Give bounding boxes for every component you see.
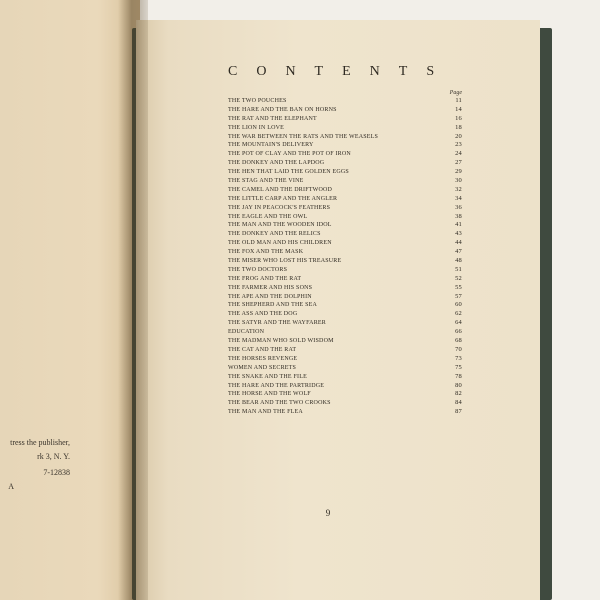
toc-entry-title: THE HORSES REVENGE <box>228 355 298 362</box>
toc-entry-title: THE DONKEY AND THE RELICS <box>228 231 321 238</box>
toc-entry <box>228 301 464 310</box>
toc-entry <box>228 141 464 150</box>
toc-entry-page: 87 <box>455 408 462 416</box>
toc-entry-page: 73 <box>455 354 462 362</box>
toc-entry <box>228 195 464 204</box>
toc-entry <box>228 257 464 266</box>
toc-entry <box>228 177 464 186</box>
toc-entry <box>228 408 464 417</box>
toc-entry-page: 62 <box>455 310 462 318</box>
toc-entry <box>228 266 464 275</box>
toc-entry-page: 68 <box>455 337 462 345</box>
toc-entry-title: THE LION IN LOVE <box>228 124 285 131</box>
toc-entry-title: THE MAN AND THE WOODEN IDOL <box>228 222 332 229</box>
toc-entry-page: 55 <box>455 283 462 291</box>
toc-entry-page: 48 <box>455 257 462 265</box>
toc-entry-title: THE SATYR AND THE WAYFARER <box>228 320 326 327</box>
toc-entry-title: THE MISER WHO LOST HIS TREASURE <box>228 258 342 265</box>
toc-entry <box>228 310 464 319</box>
toc-entry-title: THE FOX AND THE MASK <box>228 249 304 256</box>
toc-entry-page: 38 <box>455 212 462 220</box>
toc-entry-title: THE FROG AND THE RAT <box>228 275 302 282</box>
toc-entry-page: 29 <box>455 168 462 176</box>
table-of-contents <box>228 97 464 417</box>
toc-entry-page: 11 <box>455 97 462 104</box>
toc-entry-title: THE APE AND THE DOLPHIN <box>228 293 312 300</box>
toc-entry <box>228 106 464 115</box>
toc-entry-page: 23 <box>455 141 462 149</box>
toc-entry-title: THE DONKEY AND THE LAPDOG <box>228 160 325 167</box>
toc-entry <box>228 382 464 391</box>
toc-entry-page: 78 <box>455 372 462 380</box>
toc-entry-title: THE STAG AND THE VINE <box>228 178 304 185</box>
toc-entry <box>228 150 464 159</box>
toc-entry-title: THE CAMEL AND THE DRIFTWOOD <box>228 186 333 193</box>
toc-entry <box>228 346 464 355</box>
toc-entry-title: THE MAN AND THE FLEA <box>228 409 303 416</box>
toc-entry <box>228 168 464 177</box>
left-page-line: 7-12838 <box>43 468 70 477</box>
toc-entry-page: 57 <box>455 292 462 300</box>
toc-entry-title: THE POT OF CLAY AND THE POT OF IRON <box>228 151 351 158</box>
toc-entry <box>228 399 464 408</box>
contents-title: CONTENTS <box>228 64 454 79</box>
toc-entry-page: 80 <box>455 381 462 389</box>
toc-entry <box>228 275 464 284</box>
toc-entry <box>228 284 464 293</box>
toc-entry-page: 30 <box>455 177 462 185</box>
toc-entry <box>228 97 464 106</box>
toc-entry-page: 44 <box>455 239 462 247</box>
toc-entry <box>228 328 464 337</box>
toc-entry-page: 66 <box>455 328 462 336</box>
toc-entry-page: 27 <box>455 159 462 167</box>
toc-entry-title: THE SNAKE AND THE FILE <box>228 373 307 380</box>
toc-entry-page: 84 <box>455 399 462 407</box>
left-page-line: tress the publisher, <box>10 438 70 447</box>
toc-entry-title: THE HARE AND THE BAN ON HORNS <box>228 106 337 113</box>
toc-entry <box>228 159 464 168</box>
toc-entry-title: THE FARMER AND HIS SONS <box>228 284 313 291</box>
toc-entry-page: 70 <box>455 345 462 353</box>
toc-entry-page: 20 <box>455 132 462 140</box>
toc-entry-title: EDUCATION <box>228 329 265 336</box>
toc-entry-page: 14 <box>455 105 462 113</box>
toc-entry-title: THE TWO POUCHES <box>228 98 287 104</box>
toc-entry-page: 82 <box>455 390 462 398</box>
toc-entry-page: 24 <box>455 150 462 158</box>
toc-entry <box>228 124 464 133</box>
toc-entry-title: THE WAR BETWEEN THE RATS AND THE WEASELS <box>228 133 379 140</box>
toc-entry <box>228 337 464 346</box>
toc-entry <box>228 248 464 257</box>
left-page-line: A <box>8 482 14 491</box>
page-number: 9 <box>325 508 331 518</box>
toc-entry <box>228 355 464 364</box>
toc-entry <box>228 186 464 195</box>
toc-entry-title: THE MADMAN WHO SOLD WISDOM <box>228 338 334 345</box>
toc-entry <box>228 239 464 248</box>
toc-entry-page: 51 <box>455 265 462 273</box>
toc-entry-title: THE JAY IN PEACOCK'S FEATHERS <box>228 204 331 211</box>
toc-entry-page: 16 <box>455 114 462 122</box>
toc-entry <box>228 230 464 239</box>
toc-entry-page: 36 <box>455 203 462 211</box>
toc-entry-title: THE CAT AND THE RAT <box>228 346 297 353</box>
toc-entry-title: THE EAGLE AND THE OWL <box>228 213 308 220</box>
toc-entry-title: THE ASS AND THE DOG <box>228 311 298 318</box>
toc-entry-title: THE MOUNTAIN'S DELIVERY <box>228 142 314 149</box>
gutter-shadow <box>118 0 148 600</box>
toc-entry <box>228 390 464 399</box>
page-column-heading: Page <box>449 90 462 96</box>
toc-entry <box>228 213 464 222</box>
toc-entry-page: 34 <box>455 194 462 202</box>
toc-entry-title: THE HARE AND THE PARTRIDGE <box>228 382 325 389</box>
toc-entry-page: 43 <box>455 230 462 238</box>
toc-entry-title: THE OLD MAN AND HIS CHILDREN <box>228 240 332 247</box>
toc-entry <box>228 221 464 230</box>
left-page-line: rk 3, N. Y. <box>37 452 70 461</box>
toc-entry-page: 64 <box>455 319 462 327</box>
toc-entry-page: 41 <box>455 221 462 229</box>
toc-entry-title: THE HEN THAT LAID THE GOLDEN EGGS <box>228 169 349 176</box>
toc-entry-page: 32 <box>455 185 462 193</box>
toc-entry <box>228 115 464 124</box>
toc-entry-title: THE SHEPHERD AND THE SEA <box>228 302 318 309</box>
toc-entry <box>228 319 464 328</box>
toc-entry <box>228 133 464 142</box>
toc-entry <box>228 204 464 213</box>
toc-entry-page: 52 <box>455 274 462 282</box>
toc-entry-page: 75 <box>455 363 462 371</box>
toc-entry-title: THE HORSE AND THE WOLF <box>228 391 311 398</box>
toc-entry-page: 18 <box>455 123 462 131</box>
toc-entry-title: WOMEN AND SECRETS <box>228 364 297 371</box>
toc-entry-title: THE TWO DOCTORS <box>228 266 288 273</box>
toc-entry <box>228 293 464 302</box>
toc-entry-title: THE LITTLE CARP AND THE ANGLER <box>228 195 338 202</box>
toc-entry-page: 60 <box>455 301 462 309</box>
toc-entry <box>228 364 464 373</box>
toc-entry <box>228 373 464 382</box>
toc-entry-title: THE BEAR AND THE TWO CROOKS <box>228 400 331 407</box>
toc-entry-page: 47 <box>455 248 462 256</box>
toc-entry-title: THE RAT AND THE ELEPHANT <box>228 115 317 122</box>
